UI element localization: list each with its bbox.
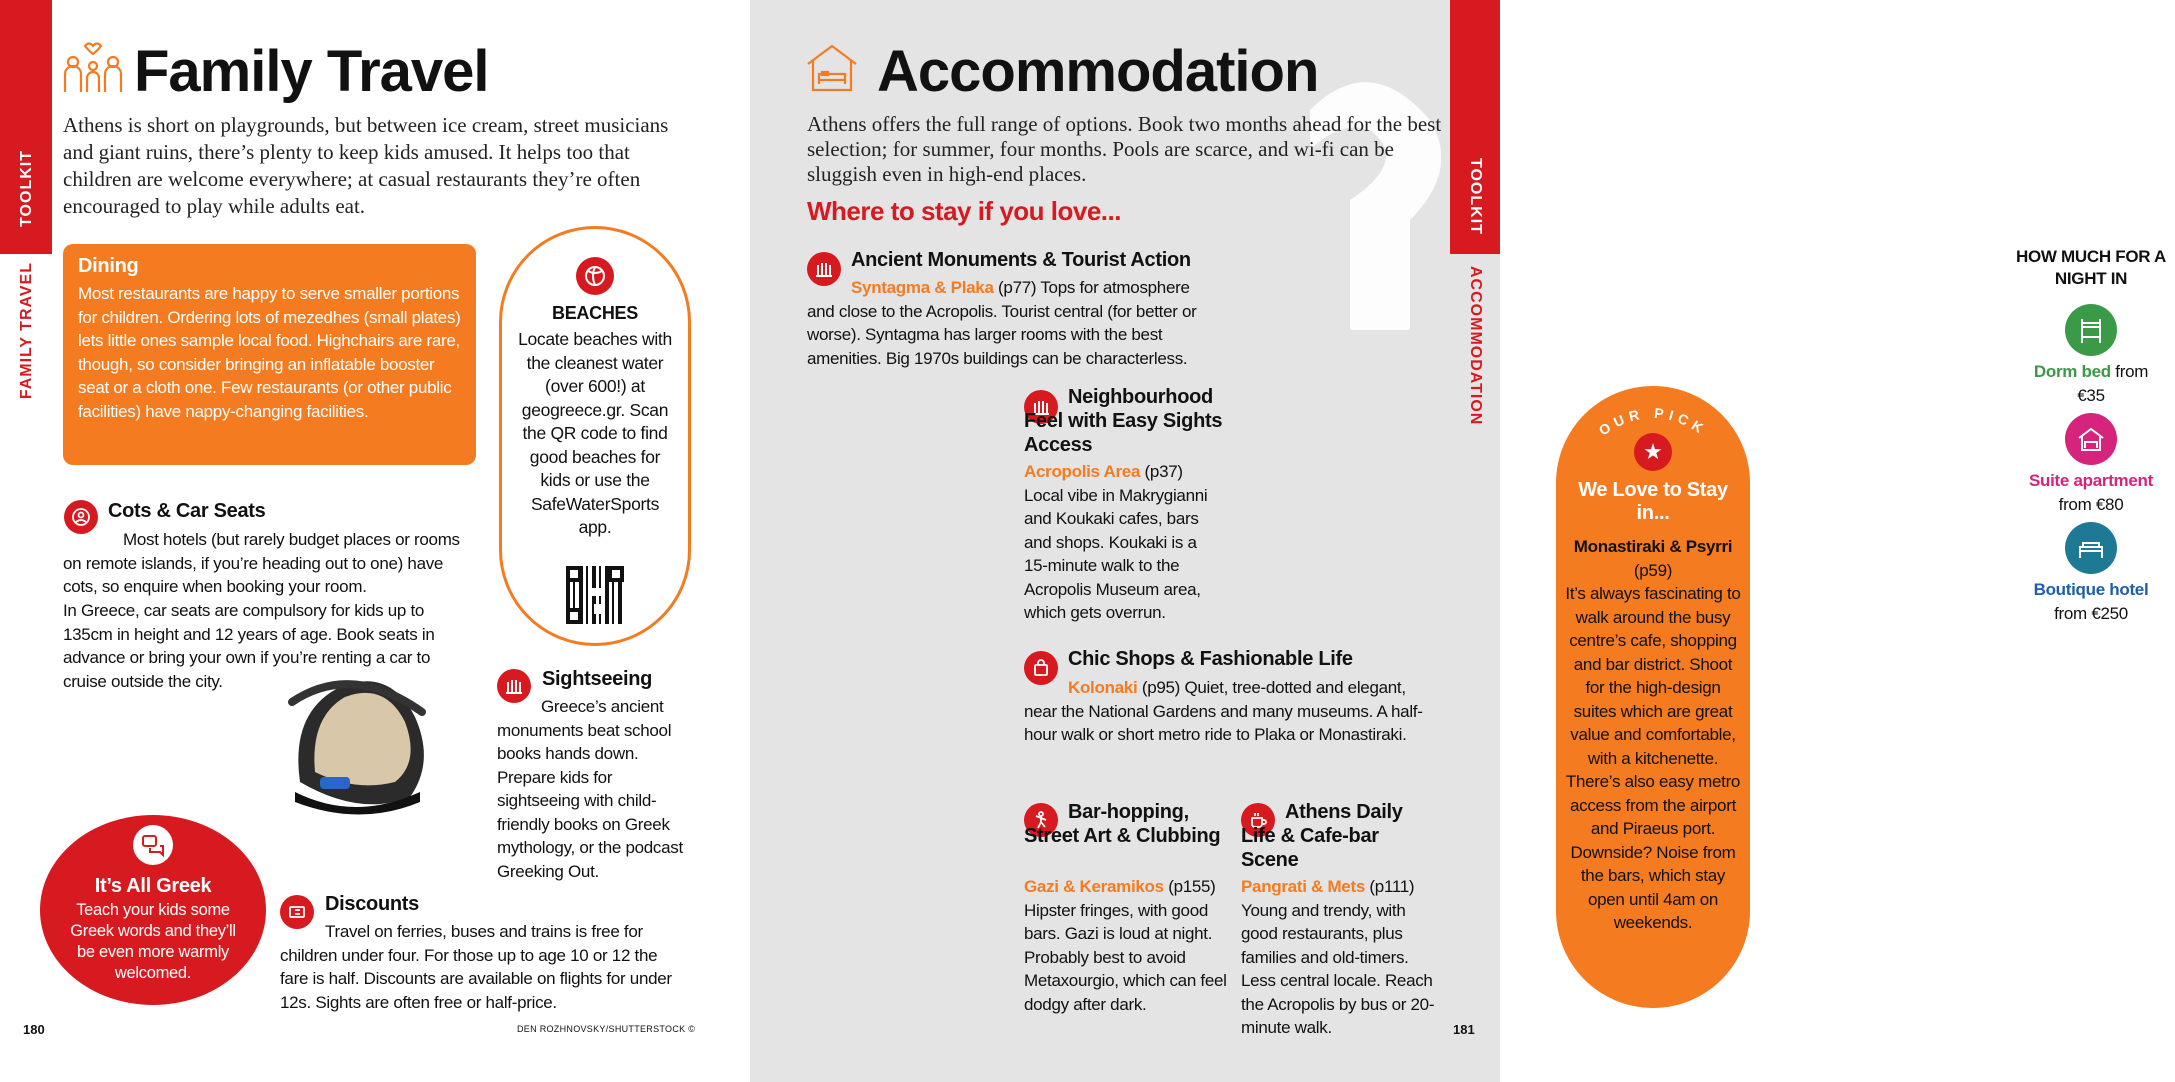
suite-label: Suite apartment xyxy=(2029,471,2153,490)
bar-place: Gazi & Keramikos xyxy=(1024,877,1164,896)
dining-box xyxy=(63,244,476,465)
greek-circle xyxy=(40,815,266,1005)
beach-ball-icon xyxy=(576,257,614,295)
cots-text-2: In Greece, car seats are compulsory for kids up to 135cm in height and 12 years of age. Book seats in advance or bring your own if you’re renting a car to cruise outside the city. xyxy=(63,601,435,691)
cots-text-1: Most hotels (but rarely budget places or rooms on remote islands, if you’re heading out to one) have cots, so enquire when booking your room. xyxy=(63,530,460,596)
star-icon: ★ xyxy=(1634,433,1672,471)
discounts-heading: Discounts xyxy=(325,893,419,915)
chic-text xyxy=(1024,676,1434,747)
dining-heading: Dining xyxy=(78,255,139,277)
where-to-stay-heading: Where to stay if you love... xyxy=(807,196,1121,226)
daily-body: Young and trendy, with good restaurants, plus families and old-timers. Less central locale. Reach the Acropolis by bus or 20-minute walk. xyxy=(1241,900,1435,1037)
boutique-bed-icon xyxy=(2065,522,2117,574)
car-seat-image xyxy=(280,672,440,822)
dorm-suffix: from xyxy=(2115,362,2149,381)
sightseeing-heading: Sightseeing xyxy=(542,668,653,690)
suite-suffix: from xyxy=(2058,494,2092,514)
page-title: Family Travel xyxy=(134,39,489,104)
pick-place: Monastiraki & Psyrri xyxy=(1573,537,1733,556)
intro-text: Athens is short on playgrounds, but between ice cream, street musicians and giant ruins, there’s plenty to keep kids amused. It helps too that children are welcome everywhere; at casual restaurants they’re often encouraged to play while adults eat. xyxy=(63,113,669,218)
chic-body: Quiet, tree-dotted and elegant, near the National Gardens and many museums. A half-hour walk or short metro ride to Plaka or Monastiraki. xyxy=(1024,678,1423,744)
watermark-shape xyxy=(1270,70,1460,330)
toolkit-tab-label: TOOLKIT xyxy=(18,150,35,227)
ancient-ref: (p77) xyxy=(998,278,1037,297)
bed-house-icon xyxy=(806,42,858,99)
price-panel xyxy=(2007,232,2175,623)
dorm-price: €35 xyxy=(2077,385,2105,405)
chic-place: Kolonaki xyxy=(1068,678,1138,697)
boutique-label: Boutique hotel xyxy=(2033,580,2149,599)
pick-ref: (p59) xyxy=(1633,560,1673,580)
beaches-panel xyxy=(499,226,691,646)
bar-body: Hipster fringes, with good bars. Gazi is loud at night. Probably best to avoid Metaxourgio, which can feel dodgy after dark. xyxy=(1024,900,1227,1014)
photo-credit: DEN ROZHNOVSKY/SHUTTERSTOCK © xyxy=(517,1024,696,1034)
beaches-heading: BEACHES xyxy=(552,303,638,323)
daily-place: Pangrati & Mets xyxy=(1241,877,1365,896)
greek-heading: It’s All Greek xyxy=(94,875,212,897)
right-page xyxy=(750,0,2167,1082)
cots-heading: Cots & Car Seats xyxy=(108,500,266,522)
suite-price: €80 xyxy=(2095,494,2124,514)
discounts-text: Travel on ferries, buses and trains is free for children under four. For those up to age 10 or 12 the fare is half. Discounts are available on flights for under 12s. Sights are often free or half-price. xyxy=(280,922,672,1012)
page-number: 180 xyxy=(23,1022,45,1037)
suite-bed-icon xyxy=(2065,413,2117,465)
beaches-text: Locate beaches with the cleanest water (over 600!) at geogreece.gr. Scan the QR code to find good beaches for kids or use the SafeWaterSports app. xyxy=(518,329,672,537)
svg-text:OUR PICK xyxy=(1596,405,1710,439)
bar-text xyxy=(1024,875,1234,1016)
chic-heading: Chic Shops & Fashionable Life xyxy=(1068,648,1353,670)
neighbourhood-body: Local vibe in Makrygianni and Koukaki cafes, bars and shops. Koukaki is a 15-minute walk to the Acropolis Museum area, which gets overrun. xyxy=(1024,485,1208,622)
daily-heading: Athens Daily Life & Cafe-bar Scene xyxy=(1241,801,1403,871)
qr-code[interactable] xyxy=(566,566,624,624)
our-pick-badge xyxy=(1588,400,1718,444)
section-label: FAMILY TRAVEL xyxy=(18,262,35,400)
page-number: 181 xyxy=(1453,1022,1475,1037)
neighbourhood-text xyxy=(1024,460,1224,625)
bar-ref: (p155) xyxy=(1168,877,1216,896)
price-item-boutique xyxy=(2007,522,2175,625)
pick-text xyxy=(1556,525,1750,935)
speech-bubbles-icon xyxy=(133,825,173,865)
ancient-body: Tops for atmosphere and close to the Acropolis. Tourist central (for better or worse). Syntagma has larger rooms with the best amenities. Big 1970s buildings can be characterless. xyxy=(807,278,1197,368)
neighbourhood-heading: Neighbourhood Feel with Easy Sights Access xyxy=(1024,386,1223,456)
toolkit-tab-label: TOOLKIT xyxy=(1467,158,1484,235)
left-page xyxy=(0,0,750,1082)
daily-ref: (p111) xyxy=(1369,877,1415,896)
bunk-bed-icon xyxy=(2065,304,2117,356)
boutique-suffix: from xyxy=(2054,603,2087,623)
our-pick-panel xyxy=(1556,386,1750,1008)
neighbourhood-place: Acropolis Area xyxy=(1024,462,1141,481)
neighbourhood-ref: (p37) xyxy=(1144,462,1183,481)
pick-body: It’s always fascinating to walk around the busy centre’s cafe, shopping and bar district. Shoot for the high-design suites which are great value and comfortable, with a kitchenette. There’s also easy metro access from the airport and Piraeus port. Downside? Noise from the bars, which stay open until 4am on weekends. xyxy=(1565,584,1741,932)
sightseeing-text: Greece’s ancient monuments beat school books hands down. Prepare kids for sightseeing with child-friendly books on Greek mythology, or the podcast Greeking Out. xyxy=(497,697,683,881)
price-item-suite xyxy=(2007,413,2175,516)
daily-text xyxy=(1241,875,1441,1040)
prices-heading: HOW MUCH FOR A NIGHT IN xyxy=(2015,247,2167,288)
price-item-dorm xyxy=(2007,304,2175,407)
family-icon xyxy=(63,40,123,101)
ancient-heading: Ancient Monuments & Tourist Action xyxy=(851,249,1191,271)
dining-text: Most restaurants are happy to serve smaller portions for children. Ordering lots of mezedhes (small plates) lets little ones sample local food. Highchairs are rare, though, so consider bringing an inflatable booster seat or a cloth one. Few restaurants (or other public facilities) have nappy-changing facilities. xyxy=(78,284,461,421)
pick-heading: We Love to Stay in... xyxy=(1578,479,1728,524)
ancient-text xyxy=(807,276,1207,370)
ancient-place: Syntagma & Plaka xyxy=(851,278,994,297)
greek-text: Teach your kids some Greek words and they’ll be even more warmly welcomed. xyxy=(70,901,236,982)
our-pick-badge-text: OUR PICK xyxy=(1595,404,1711,439)
dorm-label: Dorm bed xyxy=(2033,362,2111,381)
bar-heading: Bar-hopping, Street Art & Clubbing xyxy=(1024,801,1221,847)
chic-ref: (p95) xyxy=(1141,678,1181,697)
section-label: ACCOMMODATION xyxy=(1467,266,1484,426)
intro-text: Athens offers the full range of options. Book two months ahead for the best selection; for summer, four months. Pools are scarce, and wi-fi can be sluggish even in high-end places. xyxy=(807,112,1442,186)
boutique-price: €250 xyxy=(2091,603,2128,623)
page-title: Accommodation xyxy=(877,39,1319,104)
